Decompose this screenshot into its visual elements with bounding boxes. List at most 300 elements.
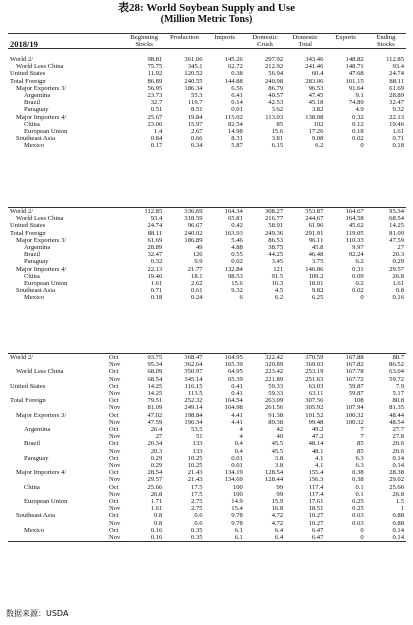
table-cell: 88.11: [147, 229, 163, 237]
table-cell: 117.4: [308, 483, 324, 491]
row-label: Brazil: [24, 99, 41, 107]
table-cell: 0.4: [234, 447, 243, 455]
table-cell: 109.2: [308, 272, 324, 280]
table-cell: 100.32: [345, 418, 364, 426]
table-cell: 253.19: [305, 368, 324, 376]
row-label: [8, 433, 108, 440]
row-month: Oct: [109, 411, 119, 419]
table-title: 表28: World Soybean Supply and Use: [118, 2, 295, 14]
table-cell: 96.11: [308, 236, 324, 244]
table-cell: 86.52: [389, 361, 404, 369]
table-cell: 96.67: [187, 222, 203, 230]
table-cell: 63.03: [308, 382, 324, 390]
row-month: [108, 135, 124, 142]
row-label: European Union: [24, 128, 68, 136]
table-cell: 58.91: [268, 222, 284, 230]
table-cell: 164.67: [345, 208, 364, 215]
table-cell: 1.5: [395, 498, 404, 506]
table-cell: 15.6: [271, 128, 284, 136]
table-cell: 6.2: [355, 258, 364, 266]
row-label: Major Exporters 3/: [16, 236, 67, 244]
row-label: World Less China: [16, 63, 64, 71]
table-cell: 0.8: [395, 287, 404, 295]
table-cell: 15.6: [231, 280, 243, 288]
table-cell: 53.5: [191, 426, 203, 434]
table-cell: 0.17: [150, 142, 163, 150]
table-cell: 65.81: [228, 215, 243, 223]
row-month: [108, 70, 124, 77]
table-cell: 0.16: [392, 294, 404, 302]
table-cell: 91.38: [268, 411, 284, 419]
row-label: European Union: [24, 498, 68, 506]
table-cell: 3.81: [271, 135, 284, 143]
table-cell: 42: [276, 426, 284, 434]
table-cell: 0.88: [392, 519, 404, 527]
col-exports-bottom: [325, 41, 365, 49]
row-label: [8, 376, 108, 383]
row-month: Nov: [109, 361, 121, 369]
table-row: [8, 491, 406, 498]
row-month: [108, 215, 124, 222]
col-crush-top: Domestic: [252, 34, 278, 41]
table-cell: 0.6: [194, 519, 203, 527]
table-cell: 25.66: [147, 483, 163, 491]
col-imports-bottom: [205, 41, 245, 49]
table-cell: 167.88: [345, 354, 364, 361]
table-cell: 49: [195, 244, 203, 252]
table-cell: 8.31: [231, 135, 243, 143]
table-cell: 121: [273, 265, 284, 273]
table-row: [8, 448, 406, 455]
row-label: [8, 534, 108, 542]
table-cell: 95.34: [389, 208, 404, 215]
table-cell: 167.78: [345, 368, 364, 376]
table-cell: 21.77: [187, 265, 203, 273]
table-cell: 0.35: [191, 534, 203, 542]
table-cell: 27.7: [392, 426, 404, 434]
row-label: Total Foreign: [10, 397, 46, 405]
table-cell: 9.78: [231, 519, 243, 527]
table-cell: 56.94: [268, 70, 284, 78]
table-row: [8, 237, 406, 244]
table-cell: 223.42: [264, 368, 284, 376]
row-label: [8, 419, 108, 426]
table-subtitle: (Million Metric Tons): [160, 14, 253, 25]
table-row: [8, 287, 406, 294]
table-cell: 4.41: [231, 418, 243, 426]
table-cell: 350.97: [184, 368, 203, 376]
table-cell: 0.18: [150, 294, 163, 302]
table-cell: 119.7: [187, 99, 203, 107]
table-cell: 0.12: [352, 120, 364, 128]
table-row: [8, 208, 406, 216]
row-label: Brazil: [24, 440, 41, 448]
table-cell: 240.02: [184, 229, 203, 237]
table-cell: 24.74: [147, 222, 163, 230]
row-label: [8, 462, 108, 469]
table-cell: 28.89: [389, 92, 404, 100]
table-cell: 0.55: [231, 251, 243, 259]
table-row: [8, 404, 406, 411]
table-cell: 10.25: [187, 454, 203, 462]
table-cell: 101.52: [305, 411, 324, 419]
table-cell: 0.4: [234, 440, 243, 448]
table-cell: 0.2: [355, 280, 364, 288]
table-cell: 145.26: [224, 56, 243, 63]
table-row: [8, 505, 406, 512]
table-row: [8, 534, 406, 542]
row-label: United States: [10, 382, 46, 390]
table-cell: 0.02: [352, 287, 364, 295]
row-label: Paraguay: [24, 454, 49, 462]
table-cell: 0.32: [392, 106, 404, 114]
table-cell: 0.14: [392, 526, 404, 534]
table-row: [8, 512, 406, 519]
table-cell: 40: [276, 433, 284, 441]
table-cell: 9.78: [231, 512, 243, 520]
table-cell: 3.82: [311, 106, 324, 114]
table-cell: 47.59: [389, 236, 404, 244]
table-cell: 29.02: [389, 476, 404, 484]
table-cell: 134.69: [224, 476, 243, 484]
table-cell: 20.6: [392, 440, 404, 448]
row-month: Nov: [109, 462, 121, 470]
table-cell: 75.75: [147, 63, 163, 71]
row-label: Major Importers 4/: [16, 265, 67, 273]
row-label: Southeast Asia: [16, 287, 56, 295]
table-cell: 47.45: [308, 92, 324, 100]
table-row: [8, 222, 406, 229]
table-cell: 1.4: [154, 128, 163, 136]
table-cell: 49.2: [311, 426, 324, 434]
table-cell: 99: [276, 490, 284, 498]
table-cell: 0.16: [150, 534, 163, 542]
table-cell: 240.98: [264, 77, 284, 85]
table-cell: 48.1: [311, 447, 324, 455]
table-cell: 68.54: [147, 375, 163, 383]
table-cell: 345.1: [187, 63, 203, 71]
row-label: World Less China: [16, 215, 64, 223]
table-cell: 55.3: [191, 92, 203, 100]
table-cell: 95.34: [147, 361, 163, 369]
row-month: Oct: [109, 382, 119, 390]
table-cell: 148.82: [345, 56, 364, 63]
table-cell: 369.03: [305, 361, 324, 369]
table-cell: 1.61: [150, 505, 163, 513]
table-cell: 155.4: [308, 469, 324, 477]
table-cell: 249.14: [184, 404, 203, 412]
table-row: [8, 476, 406, 483]
row-month: Oct: [109, 354, 119, 361]
table-cell: 6.47: [311, 526, 324, 534]
table-row: [8, 258, 406, 265]
table-cell: 45.62: [348, 222, 364, 230]
table-cell: 128.44: [264, 476, 284, 484]
table-cell: 4.9: [355, 106, 364, 114]
row-label: [8, 448, 108, 455]
row-label: Major Exporters 3/: [16, 411, 67, 419]
table-cell: 117.4: [308, 490, 324, 498]
table-cell: 93.4: [150, 215, 163, 223]
table-cell: 0: [360, 142, 364, 150]
table-cell: 216.77: [264, 215, 284, 223]
table-cell: 17.61: [308, 498, 324, 506]
table-cell: 0: [360, 534, 364, 542]
table-cell: 6.3: [355, 462, 364, 470]
table-cell: 26.8: [392, 272, 404, 280]
table-cell: 6.2: [274, 294, 284, 302]
section-2018-19: [8, 56, 406, 150]
table-row: [8, 412, 406, 419]
table-cell: 0.35: [191, 526, 203, 534]
table-cell: 59.33: [268, 382, 284, 390]
table-row: [8, 280, 406, 287]
table-cell: 9.08: [311, 135, 324, 143]
table-cell: 56.95: [147, 84, 163, 92]
table-cell: 7: [360, 433, 364, 441]
table-cell: 308.27: [264, 208, 284, 215]
table-cell: 108: [353, 397, 364, 405]
table-cell: 116.15: [184, 382, 203, 390]
table-cell: 5.17: [392, 390, 404, 398]
row-month: [108, 244, 124, 251]
table-cell: 144.88: [224, 77, 243, 85]
table-cell: 0.25: [352, 498, 364, 506]
table-cell: 60.4: [311, 70, 324, 78]
table-cell: 16.3: [271, 280, 284, 288]
row-label: Brazil: [24, 251, 41, 259]
table-cell: 38.75: [268, 244, 284, 252]
table-cell: 45.8: [311, 244, 324, 252]
table-cell: 8.51: [191, 106, 203, 114]
table-cell: 10.27: [308, 519, 324, 527]
table-cell: 40.57: [268, 92, 284, 100]
table-cell: 23.06: [147, 120, 163, 128]
table-row: [8, 376, 406, 383]
table-cell: 0.42: [231, 222, 243, 230]
row-label: Argentina: [24, 92, 51, 100]
table-cell: 98.53: [228, 272, 243, 280]
table-cell: 2.67: [191, 128, 203, 136]
table-cell: 32.47: [389, 99, 404, 107]
table-cell: 91.64: [348, 84, 364, 92]
table-cell: 4: [239, 433, 243, 441]
table-cell: 6.4: [274, 534, 284, 542]
table-cell: 17.5: [191, 490, 203, 498]
table-cell: 128.54: [264, 469, 284, 477]
table-cell: 2.75: [191, 498, 203, 506]
table-cell: 345.14: [184, 375, 203, 383]
table-cell: 164.58: [345, 215, 364, 223]
table-row: [8, 85, 406, 92]
table-row: [8, 440, 406, 447]
row-month: Nov: [109, 447, 121, 455]
row-label: Total Foreign: [10, 229, 46, 237]
table-cell: 322.42: [264, 354, 284, 361]
table-cell: 320.89: [264, 361, 284, 369]
table-cell: 63.11: [308, 390, 324, 398]
table-cell: 0.51: [150, 106, 163, 114]
table-cell: 6.15: [271, 142, 284, 150]
table-cell: 198.84: [184, 411, 203, 419]
table-cell: 99: [276, 483, 284, 491]
table-cell: 336.69: [184, 208, 203, 215]
table-row: [8, 106, 406, 113]
table-cell: 11.92: [147, 70, 163, 78]
table-cell: 68.09: [147, 368, 163, 376]
section-2019-20: [8, 207, 406, 302]
table-cell: 26.4: [150, 426, 163, 434]
row-month: [108, 258, 124, 265]
table-cell: 361.06: [184, 56, 203, 63]
row-month: [108, 287, 124, 294]
table-row: [8, 56, 406, 63]
table-row: [8, 527, 406, 534]
table-cell: 0.41: [231, 382, 243, 390]
row-month: [108, 237, 124, 244]
row-month: [108, 294, 124, 301]
table-cell: 28.89: [147, 244, 163, 252]
row-month: [108, 114, 124, 121]
table-row: [8, 426, 406, 433]
source-note: 数据来源：USDA: [6, 609, 69, 618]
table-cell: 14.98: [228, 128, 243, 136]
table-cell: 19.46: [147, 272, 163, 280]
table-row: [8, 433, 406, 440]
row-month: [108, 99, 124, 106]
table-cell: 100: [232, 490, 243, 498]
table-cell: 10.27: [308, 512, 324, 520]
table-cell: 47.59: [147, 418, 163, 426]
table-cell: 0: [360, 526, 364, 534]
table-cell: 249.36: [264, 229, 284, 237]
table-cell: 101.15: [345, 77, 364, 85]
table-cell: 112.85: [386, 56, 404, 63]
row-label: [8, 520, 108, 527]
table-cell: 45.5: [271, 447, 284, 455]
table-cell: 18.1: [191, 272, 203, 280]
table-cell: 4.1: [315, 462, 324, 470]
table-row: [8, 397, 406, 404]
table-cell: 27: [397, 244, 404, 252]
row-month: [108, 92, 124, 99]
row-month: Oct: [109, 469, 119, 477]
table-cell: 138.08: [305, 113, 324, 121]
table-cell: 4.88: [231, 244, 243, 252]
row-month: Oct: [109, 526, 119, 534]
row-month: Oct: [109, 512, 119, 520]
row-label: [8, 404, 108, 411]
table-cell: 6.56: [231, 84, 243, 92]
table-cell: 17.26: [308, 128, 324, 136]
table-cell: 29.57: [147, 476, 163, 484]
row-label: World Less China: [16, 368, 64, 376]
row-label: China: [24, 483, 40, 491]
row-label: Paraguay: [24, 258, 49, 266]
table-cell: 0.71: [150, 287, 163, 295]
table-cell: 0.38: [352, 469, 364, 477]
table-cell: 61.96: [308, 222, 324, 230]
table-cell: 74.89: [348, 99, 364, 107]
table-cell: 6.1: [234, 534, 243, 542]
row-month: Oct: [109, 397, 119, 405]
table-row: [8, 251, 406, 258]
table-cell: 23.73: [147, 92, 163, 100]
table-cell: 133: [192, 440, 203, 448]
table-cell: 2.62: [191, 280, 203, 288]
table-cell: 27: [155, 433, 163, 441]
table-cell: 0.84: [150, 135, 163, 143]
table-cell: 212.92: [264, 63, 284, 71]
row-label: Mexico: [24, 142, 45, 150]
table-cell: 362.64: [184, 361, 203, 369]
table-cell: 0.14: [392, 462, 404, 470]
table-cell: 164.95: [224, 354, 243, 361]
table-cell: 6.41: [231, 92, 243, 100]
table-cell: 47.68: [348, 70, 364, 78]
table-cell: 0.29: [150, 454, 163, 462]
row-month: [108, 56, 124, 63]
row-month: [108, 121, 124, 128]
table-cell: 68.54: [389, 215, 404, 223]
table-cell: 28.38: [389, 469, 404, 477]
table-cell: 4.72: [271, 512, 284, 520]
table-row: [8, 273, 406, 280]
table-cell: 0.34: [191, 142, 203, 150]
table-cell: 45.18: [308, 99, 324, 107]
col-beginning-top: Beginning: [130, 34, 158, 41]
table-cell: 1.61: [392, 128, 404, 136]
table-cell: 305.92: [305, 404, 324, 412]
table-cell: 47.2: [311, 433, 324, 441]
table-cell: 1.71: [150, 498, 163, 506]
table-cell: 113.03: [265, 113, 284, 121]
table-cell: 14.9: [231, 498, 243, 506]
table-cell: 85: [357, 440, 364, 448]
table-cell: 120.52: [184, 70, 203, 78]
col-total-top: Domestic: [292, 34, 318, 41]
row-label: China: [24, 272, 40, 280]
table-cell: 22.13: [389, 113, 404, 121]
table-cell: 26.8: [150, 490, 163, 498]
table-row: [8, 419, 406, 426]
row-month: [108, 222, 124, 229]
table-cell: 0.1: [355, 490, 364, 498]
table-cell: 368.47: [184, 354, 203, 361]
table-cell: 59.87: [348, 390, 364, 398]
table-row: [8, 498, 406, 505]
table-row: [8, 368, 406, 375]
table-cell: 353.87: [305, 208, 324, 215]
table-cell: 6.1: [234, 526, 243, 534]
table-cell: 186.34: [184, 84, 203, 92]
table-cell: 4.72: [271, 519, 284, 527]
table-row: [8, 354, 406, 362]
table-cell: 164.98: [224, 404, 243, 412]
row-label: Total Foreign: [10, 77, 46, 85]
table-cell: 32.47: [147, 251, 163, 259]
row-month: [108, 280, 124, 287]
row-label: [8, 390, 108, 397]
table-cell: 0.61: [191, 287, 203, 295]
table-cell: 20.3: [392, 251, 404, 259]
row-label: China: [24, 120, 40, 128]
table-cell: 15.4: [231, 505, 243, 513]
table-cell: 82.54: [228, 120, 243, 128]
table-cell: 0.41: [231, 390, 243, 398]
table-cell: 134.19: [224, 469, 243, 477]
row-label: World 2/: [10, 354, 34, 361]
